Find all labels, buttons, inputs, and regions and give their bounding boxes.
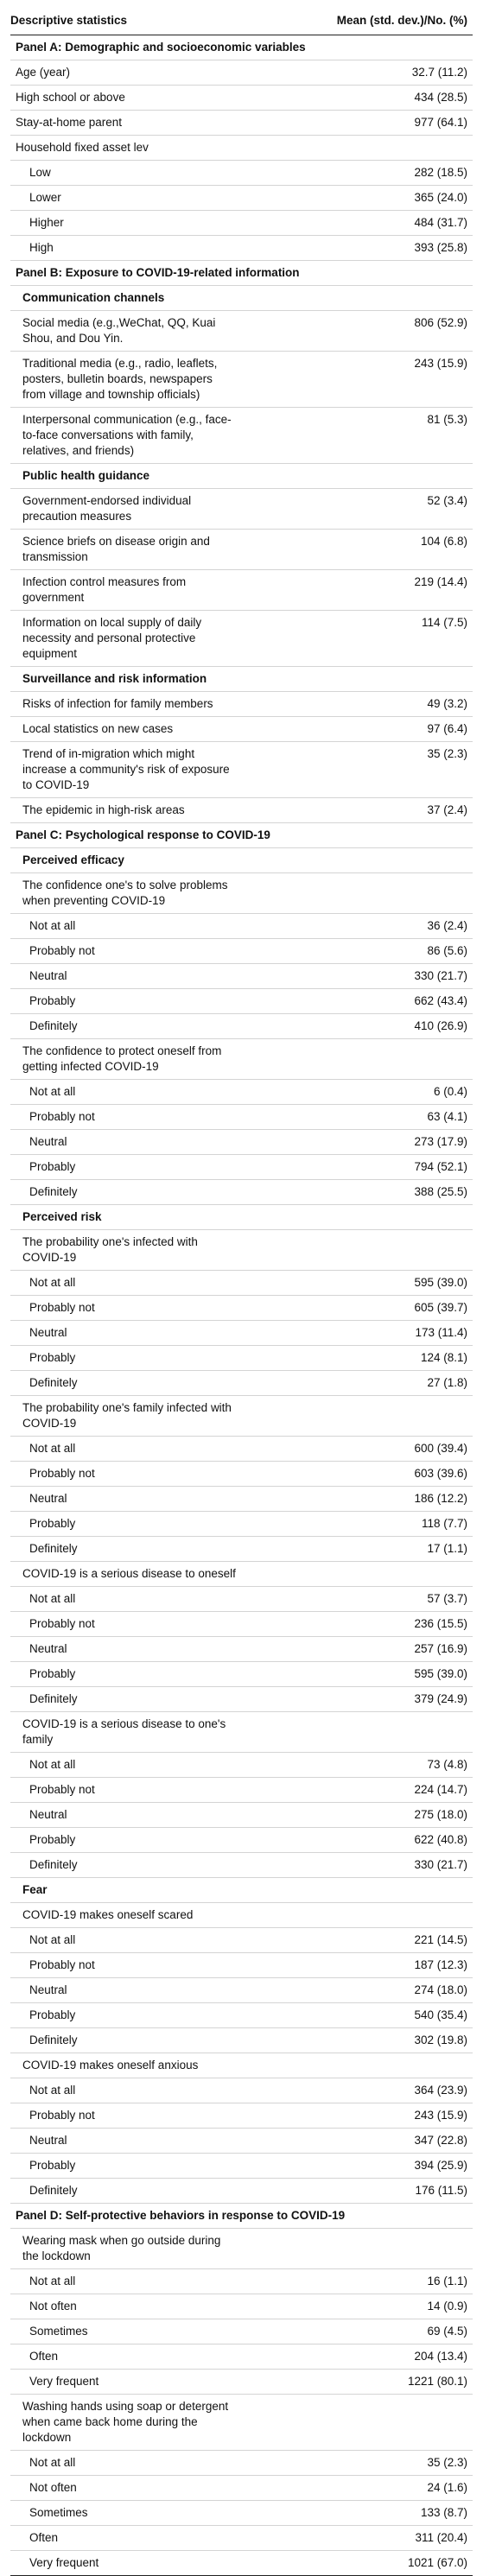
row-value: 275 (18.0) bbox=[414, 1808, 467, 1821]
panel-heading-row bbox=[10, 35, 473, 60]
table-row bbox=[10, 1080, 473, 1105]
row-label: Local statistics on new cases bbox=[22, 722, 174, 735]
row-label: Perceived risk bbox=[22, 1210, 102, 1223]
row-value: 176 (11.5) bbox=[415, 2184, 467, 2197]
table-row bbox=[10, 111, 473, 136]
row-label: Interpersonal communication (e.g., face-to-face conversations with family, relatives, and friends) bbox=[22, 413, 232, 457]
table-row bbox=[10, 60, 473, 86]
row-value: 410 (26.9) bbox=[414, 1019, 467, 1032]
row-label: Definitely bbox=[29, 1858, 78, 1871]
row-label: Not at all bbox=[29, 919, 76, 932]
table-row bbox=[10, 2476, 473, 2501]
table-row bbox=[10, 1396, 473, 1437]
row-value: 16 (1.1) bbox=[427, 2275, 467, 2287]
table-row bbox=[10, 530, 473, 570]
row-value: 104 (6.8) bbox=[420, 535, 467, 548]
row-label: Panel D: Self-protective behaviors in response to COVID-19 bbox=[16, 2209, 346, 2222]
row-value: 330 (21.7) bbox=[414, 1858, 467, 1871]
row-value: 274 (18.0) bbox=[414, 1983, 467, 1996]
row-label: Probably not bbox=[29, 1958, 95, 1971]
row-label: Sometimes bbox=[29, 2325, 88, 2338]
row-value: 24 (1.6) bbox=[427, 2481, 467, 2494]
row-label: Science briefs on disease origin and transmission bbox=[22, 535, 210, 563]
row-value: 57 (3.7) bbox=[427, 1592, 467, 1605]
row-value: 347 (22.8) bbox=[414, 2134, 467, 2147]
row-label: Not at all bbox=[29, 1085, 76, 1098]
row-label: Probably bbox=[29, 1833, 76, 1846]
row-value: 86 (5.6) bbox=[427, 944, 467, 957]
row-label: Infection control measures from government bbox=[22, 575, 187, 604]
row-value: 186 (12.2) bbox=[414, 1492, 467, 1505]
row-label: Communication channels bbox=[22, 291, 165, 304]
row-value: 603 (39.6) bbox=[414, 1467, 467, 1480]
row-label: Not often bbox=[29, 2300, 77, 2313]
row-label: Probably bbox=[29, 2008, 76, 2021]
row-value: 393 (25.8) bbox=[414, 241, 467, 254]
row-label: Probably bbox=[29, 994, 76, 1007]
panel-heading-row bbox=[10, 261, 473, 286]
table-row bbox=[10, 2344, 473, 2370]
row-value: 36 (2.4) bbox=[427, 919, 467, 932]
row-label: Low bbox=[29, 166, 51, 179]
table-row bbox=[10, 1130, 473, 1155]
table-row bbox=[10, 1230, 473, 1271]
row-value: 221 (14.5) bbox=[414, 1933, 467, 1946]
table-row bbox=[10, 1562, 473, 1587]
row-label: Probably not bbox=[29, 1301, 95, 1314]
row-label: Probably bbox=[29, 1667, 76, 1680]
table-row bbox=[10, 1155, 473, 1180]
table-row bbox=[10, 161, 473, 186]
row-value: 600 (39.4) bbox=[414, 1442, 467, 1455]
section-heading-row bbox=[10, 286, 473, 311]
table-row bbox=[10, 2229, 473, 2269]
table-row bbox=[10, 1928, 473, 1953]
panel-heading-row bbox=[10, 823, 473, 848]
row-label: Definitely bbox=[29, 1019, 78, 1032]
row-label: Not at all bbox=[29, 1758, 76, 1771]
table-row bbox=[10, 211, 473, 236]
row-label: Panel B: Exposure to COVID-19-related information bbox=[16, 266, 300, 279]
row-value: 1021 (67.0) bbox=[407, 2556, 467, 2569]
row-label: Definitely bbox=[29, 2184, 78, 2197]
row-value: 605 (39.7) bbox=[414, 1301, 467, 1314]
row-label: Public health guidance bbox=[22, 469, 150, 482]
table-row bbox=[10, 236, 473, 261]
row-value: 219 (14.4) bbox=[414, 575, 467, 588]
table-row bbox=[10, 989, 473, 1014]
row-value: 379 (24.9) bbox=[414, 1692, 467, 1705]
row-label: Neutral bbox=[29, 2134, 67, 2147]
table-row bbox=[10, 1014, 473, 1039]
table-header bbox=[10, 5, 473, 35]
row-label: Panel A: Demographic and socioeconomic variables bbox=[16, 41, 306, 54]
row-label: Probably bbox=[29, 1517, 76, 1530]
row-label: Probably bbox=[29, 2159, 76, 2172]
table-row bbox=[10, 2551, 473, 2576]
table-row bbox=[10, 2526, 473, 2551]
row-value: 63 (4.1) bbox=[427, 1110, 467, 1123]
table-row bbox=[10, 1296, 473, 1321]
row-label: Not at all bbox=[29, 2275, 76, 2287]
table-row bbox=[10, 1662, 473, 1687]
table-row bbox=[10, 1803, 473, 1828]
row-value: 73 (4.8) bbox=[427, 1758, 467, 1771]
row-value: 35 (2.3) bbox=[427, 2456, 467, 2469]
row-value: 114 (7.5) bbox=[421, 616, 467, 629]
table-row bbox=[10, 408, 473, 464]
row-value: 394 (25.9) bbox=[414, 2159, 467, 2172]
row-label: Probably not bbox=[29, 944, 95, 957]
column-header-descriptive-statistics: Descriptive statistics bbox=[10, 13, 128, 27]
row-label: Probably bbox=[29, 1160, 76, 1173]
row-value: 595 (39.0) bbox=[414, 1276, 467, 1289]
row-label: Not at all bbox=[29, 1933, 76, 1946]
table-row bbox=[10, 1437, 473, 1462]
row-label: Neutral bbox=[29, 1135, 67, 1148]
table-row bbox=[10, 1371, 473, 1396]
row-label: COVID-19 makes oneself anxious bbox=[22, 2059, 199, 2072]
row-label: Washing hands using soap or detergent when came back home during the lockdown bbox=[22, 2400, 229, 2444]
row-value: 282 (18.5) bbox=[414, 166, 467, 179]
table-row bbox=[10, 1487, 473, 1512]
row-value: 49 (3.2) bbox=[427, 697, 467, 710]
row-value: 311 (20.4) bbox=[415, 2531, 467, 2544]
table-row bbox=[10, 2003, 473, 2028]
row-value: 1221 (80.1) bbox=[407, 2375, 467, 2388]
row-value: 97 (6.4) bbox=[427, 722, 467, 735]
table-row bbox=[10, 2179, 473, 2204]
row-label: Higher bbox=[29, 216, 64, 229]
row-label: Very frequent bbox=[29, 2556, 99, 2569]
row-label: Definitely bbox=[29, 1185, 78, 1198]
row-value: 806 (52.9) bbox=[414, 316, 467, 329]
row-label: Government-endorsed individual precaution measures bbox=[22, 494, 192, 523]
row-value: 273 (17.9) bbox=[414, 1135, 467, 1148]
row-value: 14 (0.9) bbox=[427, 2300, 467, 2313]
row-value: 257 (16.9) bbox=[414, 1642, 467, 1655]
row-label: Traditional media (e.g., radio, leaflets, posters, bulletin boards, newspapers from village and township officials) bbox=[22, 357, 218, 401]
table-row bbox=[10, 1712, 473, 1753]
table-row bbox=[10, 873, 473, 914]
row-value: 124 (8.1) bbox=[420, 1351, 467, 1364]
row-label: Surveillance and risk information bbox=[22, 672, 207, 685]
row-label: Trend of in-migration which might increase a community's risk of exposure to COVID-19 bbox=[22, 747, 230, 791]
table-row bbox=[10, 1612, 473, 1637]
table-row bbox=[10, 2154, 473, 2179]
section-heading-row bbox=[10, 848, 473, 873]
row-label: Neutral bbox=[29, 969, 67, 982]
table-row bbox=[10, 1753, 473, 1778]
row-label: Neutral bbox=[29, 1492, 67, 1505]
table-row bbox=[10, 489, 473, 530]
table-row bbox=[10, 311, 473, 352]
row-label: The epidemic in high-risk areas bbox=[22, 803, 185, 816]
section-heading-row bbox=[10, 464, 473, 489]
row-label: Not at all bbox=[29, 2456, 76, 2469]
row-label: Not often bbox=[29, 2481, 77, 2494]
table-row bbox=[10, 1271, 473, 1296]
row-value: 364 (23.9) bbox=[414, 2084, 467, 2097]
row-label: The confidence to protect oneself from getting infected COVID-19 bbox=[22, 1044, 222, 1073]
row-value: 540 (35.4) bbox=[414, 2008, 467, 2021]
table-row bbox=[10, 611, 473, 667]
row-label: Risks of infection for family members bbox=[22, 697, 213, 710]
row-label: Wearing mask when go outside during the lockdown bbox=[22, 2234, 221, 2262]
row-label: Neutral bbox=[29, 1983, 67, 1996]
row-value: 133 (8.7) bbox=[420, 2506, 467, 2519]
row-value: 330 (21.7) bbox=[414, 969, 467, 982]
row-value: 595 (39.0) bbox=[414, 1667, 467, 1680]
row-label: Fear bbox=[22, 1883, 48, 1896]
row-label: Definitely bbox=[29, 2034, 78, 2046]
row-label: Not at all bbox=[29, 1592, 76, 1605]
row-value: 52 (3.4) bbox=[427, 494, 467, 507]
row-value: 187 (12.3) bbox=[414, 1958, 467, 1971]
row-label: Often bbox=[29, 2531, 59, 2544]
row-value: 35 (2.3) bbox=[427, 747, 467, 760]
table-row bbox=[10, 1978, 473, 2003]
row-label: Probably not bbox=[29, 2109, 95, 2122]
table-row bbox=[10, 2129, 473, 2154]
row-label: Not at all bbox=[29, 2084, 76, 2097]
row-value: 224 (14.7) bbox=[414, 1783, 467, 1796]
row-label: Lower bbox=[29, 191, 61, 204]
row-label: Age (year) bbox=[16, 66, 71, 79]
row-value: 204 (13.4) bbox=[414, 2350, 467, 2363]
table-row bbox=[10, 2451, 473, 2476]
table-row bbox=[10, 1105, 473, 1130]
table-row bbox=[10, 717, 473, 742]
table-row bbox=[10, 692, 473, 717]
row-label: The probability one's infected with COVID-19 bbox=[22, 1235, 198, 1264]
table-row bbox=[10, 1039, 473, 1080]
row-value: 17 (1.1) bbox=[427, 1542, 467, 1555]
row-label: Social media (e.g.,WeChat, QQ, Kuai Shou, and Dou Yin. bbox=[22, 316, 216, 345]
row-value: 365 (24.0) bbox=[414, 191, 467, 204]
table-row bbox=[10, 1512, 473, 1537]
row-label: Definitely bbox=[29, 1692, 78, 1705]
table-row bbox=[10, 1953, 473, 1978]
section-heading-row bbox=[10, 667, 473, 692]
row-label: Probably not bbox=[29, 1617, 95, 1630]
row-label: COVID-19 is a serious disease to one's family bbox=[22, 1717, 226, 1746]
row-value: 236 (15.5) bbox=[414, 1617, 467, 1630]
table-row bbox=[10, 2294, 473, 2319]
row-value: 37 (2.4) bbox=[427, 803, 467, 816]
table-row bbox=[10, 1587, 473, 1612]
row-value: 794 (52.1) bbox=[414, 1160, 467, 1173]
row-label: Probably not bbox=[29, 1783, 95, 1796]
row-label: COVID-19 is a serious disease to oneself bbox=[22, 1567, 236, 1580]
table-row bbox=[10, 1853, 473, 1878]
row-value: 32.7 (11.2) bbox=[411, 66, 467, 79]
row-label: High bbox=[29, 241, 54, 254]
row-label: Neutral bbox=[29, 1808, 67, 1821]
table-row bbox=[10, 136, 473, 161]
table-row bbox=[10, 798, 473, 823]
table-row bbox=[10, 2501, 473, 2526]
row-label: Stay-at-home parent bbox=[16, 116, 123, 129]
table-row bbox=[10, 1637, 473, 1662]
table-body bbox=[10, 35, 473, 2576]
row-label: Probably not bbox=[29, 1467, 95, 1480]
table-row bbox=[10, 1828, 473, 1853]
row-label: Definitely bbox=[29, 1542, 78, 1555]
row-label: Perceived efficacy bbox=[22, 853, 124, 866]
row-value: 977 (64.1) bbox=[414, 116, 467, 129]
table-row bbox=[10, 742, 473, 798]
row-label: Information on local supply of daily necessity and personal protective equipment bbox=[22, 616, 202, 660]
row-label: Very frequent bbox=[29, 2375, 99, 2388]
row-label: Neutral bbox=[29, 1642, 67, 1655]
row-label: Household fixed asset lev bbox=[16, 141, 149, 154]
row-value: 302 (19.8) bbox=[414, 2034, 467, 2046]
table-row bbox=[10, 1321, 473, 1346]
table-row bbox=[10, 964, 473, 989]
column-header-mean-no: Mean (std. dev.)/No. (%) bbox=[336, 13, 467, 27]
row-label: COVID-19 makes oneself scared bbox=[22, 1908, 194, 1921]
table-row bbox=[10, 186, 473, 211]
table-row bbox=[10, 1537, 473, 1562]
row-label: Probably not bbox=[29, 1110, 95, 1123]
table-row bbox=[10, 1180, 473, 1205]
table-row bbox=[10, 1778, 473, 1803]
row-value: 662 (43.4) bbox=[414, 994, 467, 1007]
table-row bbox=[10, 1346, 473, 1371]
table-row bbox=[10, 2269, 473, 2294]
row-label: High school or above bbox=[16, 91, 125, 104]
row-label: The probability one's family infected with COVID-19 bbox=[22, 1401, 232, 1430]
row-label: Sometimes bbox=[29, 2506, 88, 2519]
descriptive-statistics-table bbox=[10, 5, 473, 2576]
row-label: Not at all bbox=[29, 1442, 76, 1455]
table-row bbox=[10, 914, 473, 939]
table-row bbox=[10, 939, 473, 964]
row-value: 27 (1.8) bbox=[427, 1376, 467, 1389]
row-value: 69 (4.5) bbox=[427, 2325, 467, 2338]
table-row bbox=[10, 2103, 473, 2129]
table-row bbox=[10, 1687, 473, 1712]
panel-heading-row bbox=[10, 2204, 473, 2229]
table-row bbox=[10, 2028, 473, 2053]
row-value: 81 (5.3) bbox=[427, 413, 467, 426]
row-label: Panel C: Psychological response to COVID-19 bbox=[16, 828, 270, 841]
row-label: The confidence one's to solve problems when preventing COVID-19 bbox=[22, 879, 228, 907]
table-row bbox=[10, 2319, 473, 2344]
row-label: Definitely bbox=[29, 1376, 78, 1389]
section-heading-row bbox=[10, 1878, 473, 1903]
table-row bbox=[10, 352, 473, 408]
row-value: 434 (28.5) bbox=[414, 91, 467, 104]
table-row bbox=[10, 2395, 473, 2451]
table-row bbox=[10, 1462, 473, 1487]
row-value: 243 (15.9) bbox=[414, 2109, 467, 2122]
row-label: Often bbox=[29, 2350, 59, 2363]
table-row bbox=[10, 1903, 473, 1928]
table-row bbox=[10, 2053, 473, 2078]
row-value: 118 (7.7) bbox=[421, 1517, 467, 1530]
row-label: Probably bbox=[29, 1351, 76, 1364]
table-row bbox=[10, 2078, 473, 2103]
row-value: 6 (0.4) bbox=[433, 1085, 467, 1098]
row-label: Neutral bbox=[29, 1326, 67, 1339]
row-value: 484 (31.7) bbox=[414, 216, 467, 229]
row-value: 388 (25.5) bbox=[414, 1185, 467, 1198]
section-heading-row bbox=[10, 1205, 473, 1230]
table-row bbox=[10, 570, 473, 611]
row-label: Not at all bbox=[29, 1276, 76, 1289]
row-value: 622 (40.8) bbox=[414, 1833, 467, 1846]
table-row bbox=[10, 2370, 473, 2395]
row-value: 173 (11.4) bbox=[415, 1326, 467, 1339]
row-value: 243 (15.9) bbox=[414, 357, 467, 370]
table-row bbox=[10, 86, 473, 111]
